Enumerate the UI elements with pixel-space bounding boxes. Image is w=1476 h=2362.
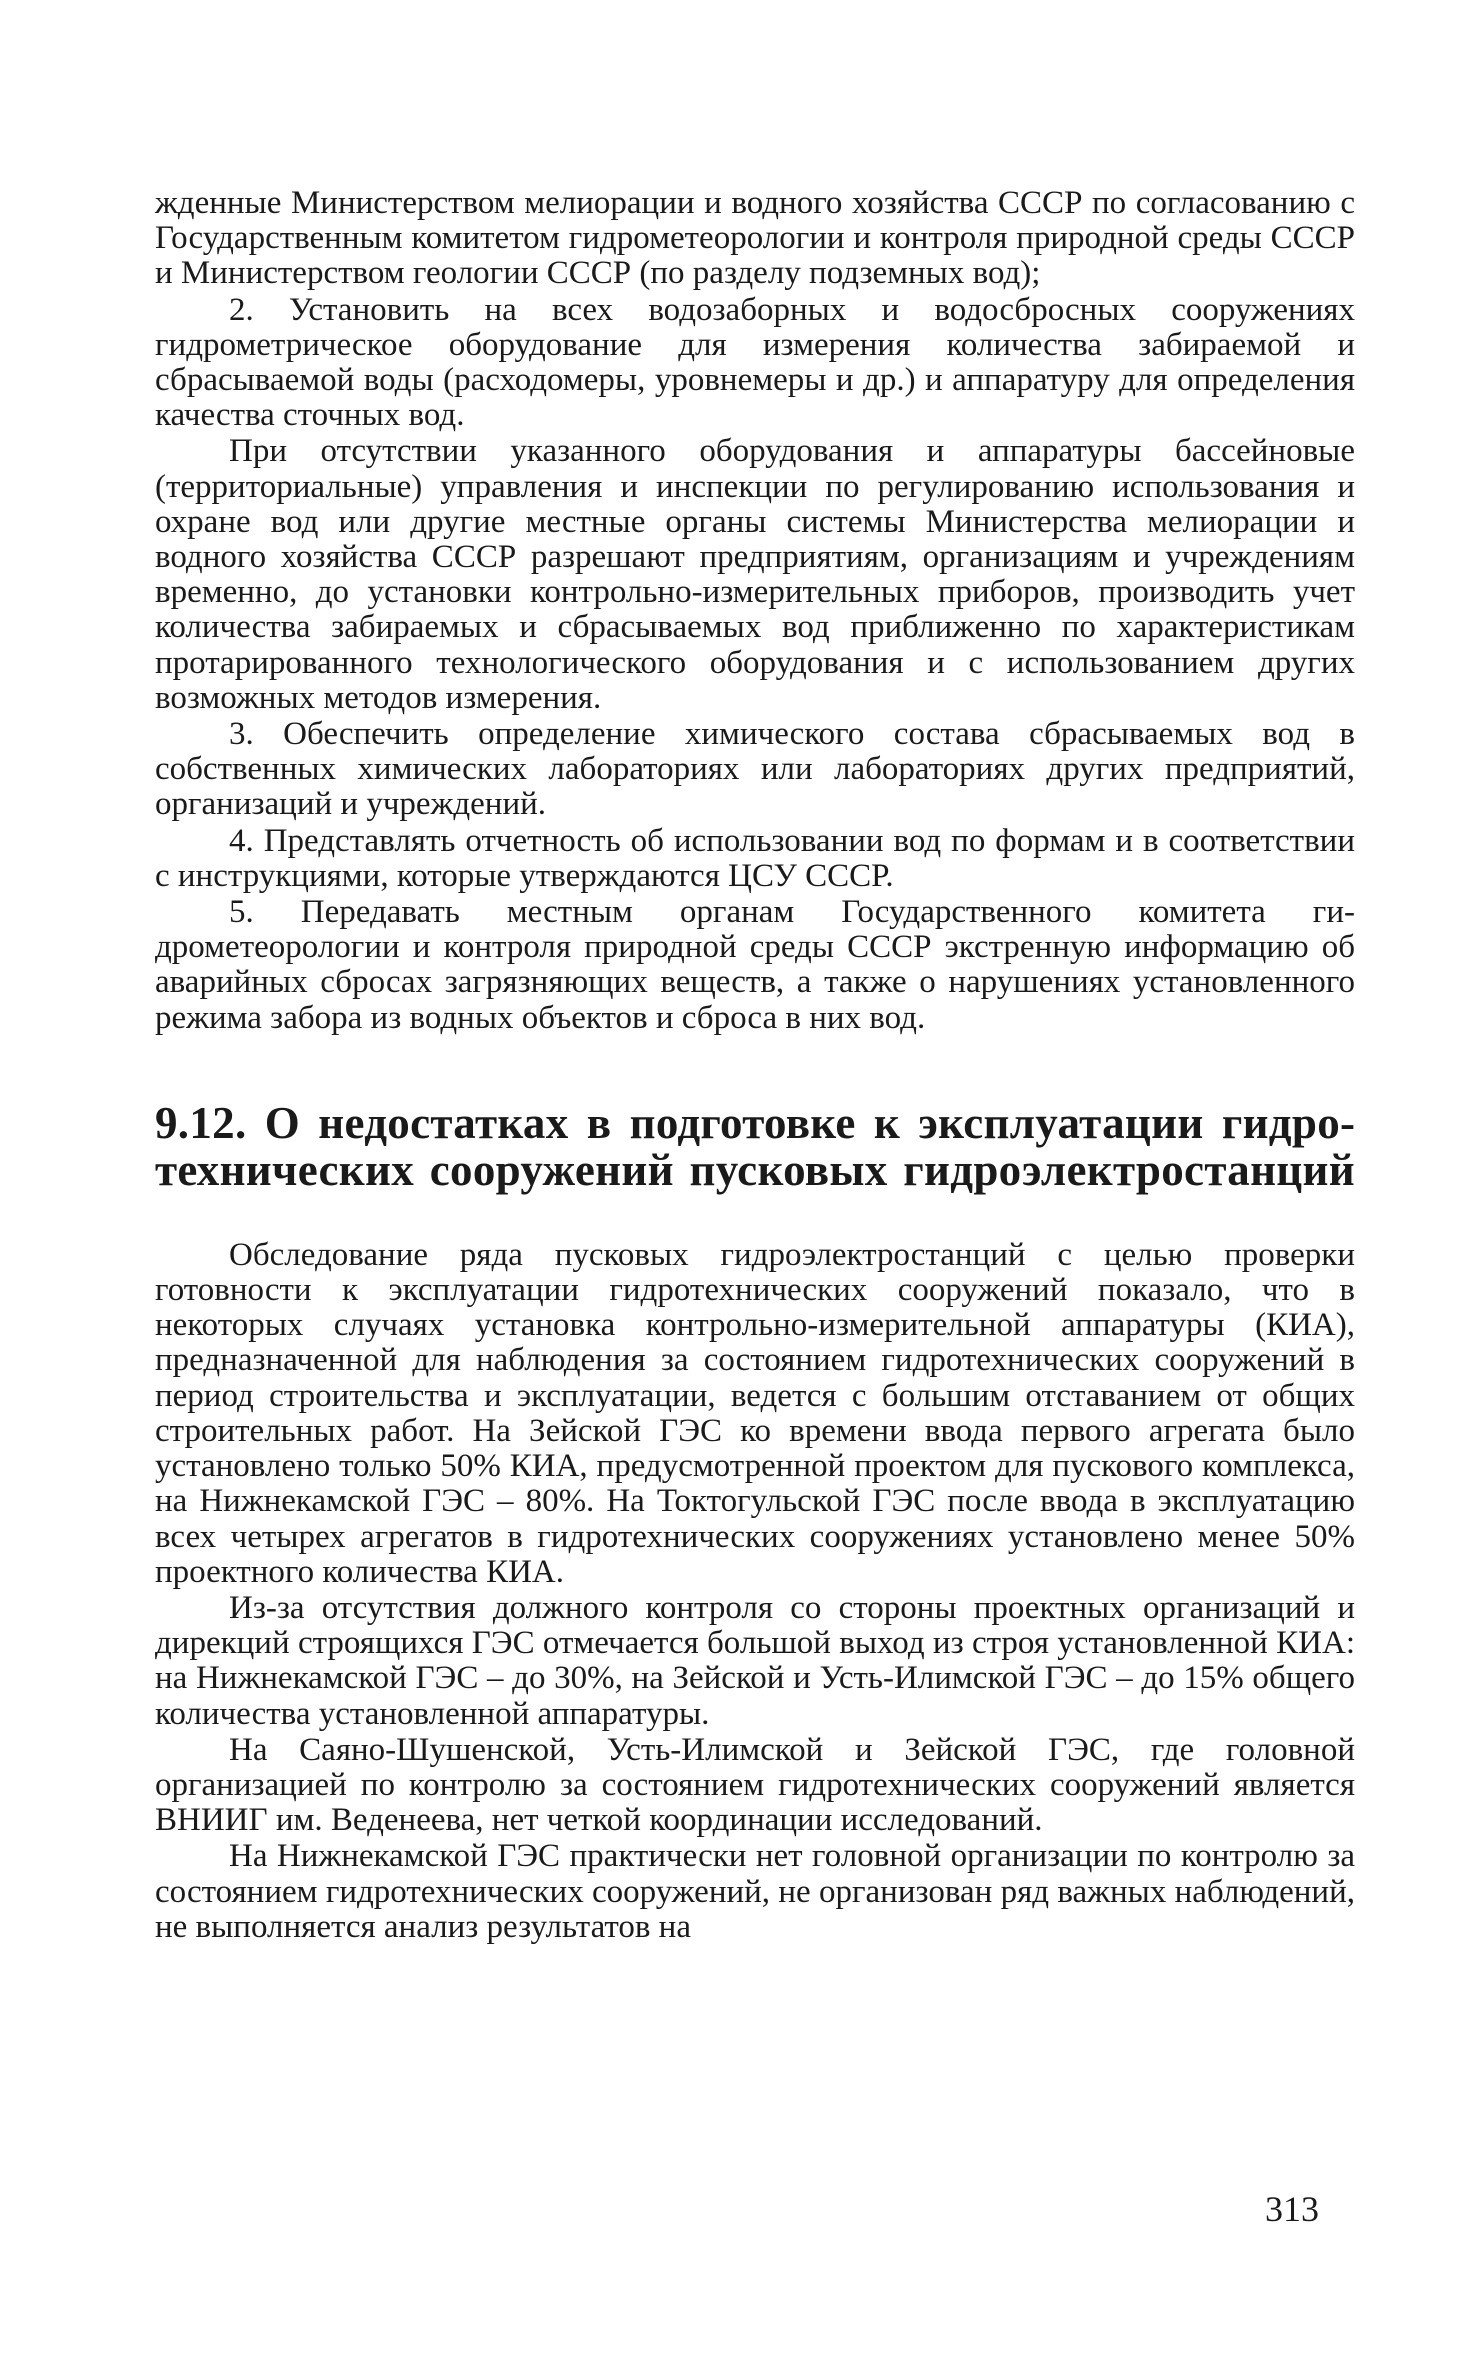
paragraph-item-3: 3. Обеспечить определение химического состава сбрасываемых вод в собственных химических лабораториях или лабораториях других предприятий, организаций и учреждений. <box>155 716 1355 823</box>
page-number: 313 <box>1265 2189 1319 2229</box>
paragraph-lack-control: Из-за отсутствия должного контроля со стороны проектных организаций и дирекций строящихся ГЭС отмечается большой выход из строя установленной КИА: на Нижнекамской ГЭС – до 30%, на Зейской и Усть-Илимской ГЭС – до 15% общего количества установленной аппаратуры. <box>155 1589 1355 1732</box>
paragraph-item-2: 2. Установить на всех водозаборных и водосбросных сооружениях гидрометрическое оборудование для измерения количества забираемой и сбрасываемой воды (расходомеры, уровнемеры и др.) и аппаратуру для определения качества сточных вод. <box>155 291 1355 434</box>
paragraph-absence-equipment: При отсутствии указанного оборудования и аппаратуры бассейновые (территориальные) управления и инспекции по регулированию использования и охране вод или другие местные органы системы Министерства мелиорации и водного хозяйства СССР разрешают предприятиям, организациям и учреждениям временно, до установки контрольно-измерительных приборов, производить учет количества забираемых и сбрасываемых вод приближенно по характеристикам протарированного технологического оборудования и с использованием других возможных методов измерения. <box>155 433 1355 716</box>
paragraph-survey: Обследование ряда пусковых гидроэлектростанций с целью проверки готовности к эксплуатации гидротехнических сооружений показало, что в некоторых случаях установка контрольно-измерительной аппаратуры (КИА), предназначенной для наблюдения за состоянием гидротехнических сооружений в период строительства и эксплуатации, ведется с большим отставанием от общих строительных работ. На Зейской ГЭС ко времени ввода первого агрегата было установлено только 50% КИА, предусмотренной проектом для пускового комплекса, на Нижнекамской ГЭС – 80%. На Токтогульской ГЭС после ввода в эксплуатацию всех четырех агрегатов в гидротехнических сооружениях установлено менее 50% проектного количества КИА. <box>155 1236 1355 1590</box>
page-content <box>155 186 1355 1945</box>
section-heading: 9.12. О недостатках в подготовке к эксплуатации гидротехнических сооружений пусковых гидроэлектростанций <box>155 1097 1355 1195</box>
paragraph-item-4: 4. Представлять отчетность об использовании вод по формам и в соответствии с инструкциями, которые утверждаются ЦСУ СССР. <box>155 822 1355 894</box>
heading-spacer <box>155 1194 1355 1238</box>
paragraph-continuation: жденные Министерством мелиорации и водного хозяйства СССР по согласованию с Государственным комитетом гидрометеорологии и контроля природной среды СССР и Министерством геологии СССР (по разделу подземных вод); <box>155 185 1355 292</box>
paragraph-nizhnekamsk: На Нижнекамской ГЭС практически нет головной организации по контролю за состоянием гидротехнических сооружений, не организован ряд важных наблюдений, не выполняется анализ результатов на <box>155 1838 1355 1945</box>
paragraph-item-5: 5. Передавать местным органам Государственного комитета гидрометеорологии и контроля природной среды СССР экстренную информацию об аварийных сбросах загрязняющих веществ, а также о нарушениях установленного режима забора из водных объектов и сброса в них вод. <box>155 894 1355 1036</box>
paragraph-coordination: На Саяно-Шушенской, Усть-Илимской и Зейской ГЭС, где головной организацией по контролю за состоянием гидротехнических сооружений является ВНИИГ им. Веденеева, нет четкой координации исследований. <box>155 1731 1355 1839</box>
